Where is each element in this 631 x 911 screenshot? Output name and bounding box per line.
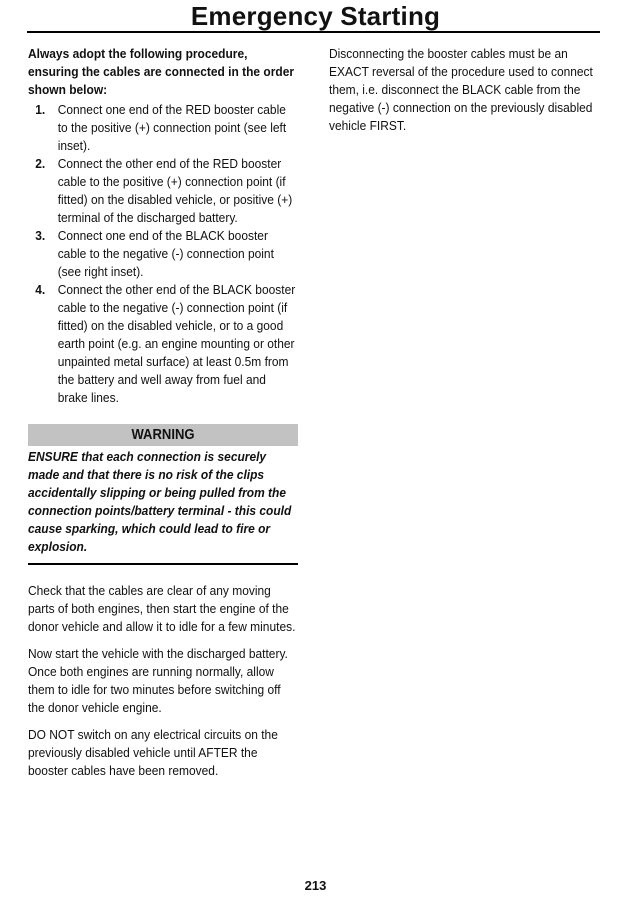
left-column [28, 45, 298, 780]
warning-heading: WARNING [28, 424, 298, 446]
paragraph-disconnecting: Disconnecting the booster cables must be an EXACT reversal of the procedure used to connect them, i.e. disconnect the BLACK cable from the negative (-) connection on the previously disabled vehicle FIRST. [329, 46, 593, 133]
step-4 [28, 281, 298, 407]
paragraph-electrical-circuits: DO NOT switch on any electrical circuits on the previously disabled vehicle until AFTER the booster cables have been removed. [28, 727, 278, 778]
paragraph-check-cables: Check that the cables are clear of any moving parts of both engines, then start the engine of the donor vehicle and allow it to idle for a few minutes. [28, 583, 296, 634]
page-number: 213 [304, 878, 327, 893]
page-title: Emergency Starting [190, 1, 441, 31]
step-1 [28, 101, 298, 155]
step-number: 1. [35, 102, 46, 117]
step-text: Connect the other end of the BLACK booster cable to the negative (-) connection point (if fitted) on the disabled vehicle, or to a good earth point (e.g. an engine mounting or other unpainted metal surface) at least 0.5m from the battery and well away from fuel and brake lines. [57, 282, 296, 405]
warning-text: ENSURE that each connection is securely made and that there is no risk of the clips accidentally slipping or being pulled from the connection points/battery terminal - this could cause sparking, which could lead to fire or explosion. [28, 446, 298, 565]
step-text: Connect one end of the RED booster cable to the positive (+) connection point (see left inset). [57, 102, 287, 153]
procedure-intro: Always adopt the following procedure, ensuring the cables are connected in the order shown below: [28, 46, 295, 97]
paragraph-start-vehicle: Now start the vehicle with the discharged battery. Once both engines are running normally, allow them to idle for two minutes before switching off the donor vehicle engine. [28, 646, 288, 715]
step-text: Connect one end of the BLACK booster cable to the negative (-) connection point (see right inset). [57, 228, 274, 279]
title-underline [27, 31, 600, 33]
step-2 [28, 155, 298, 227]
step-3 [28, 227, 298, 281]
step-text: Connect the other end of the RED booster cable to the positive (+) connection point (if fitted) on the disabled vehicle, or positive (+) terminal of the discharged battery. [57, 156, 293, 225]
step-number: 2. [35, 156, 46, 171]
warning-box [28, 424, 298, 565]
procedure-steps [28, 101, 298, 407]
step-number: 3. [35, 228, 46, 243]
right-column [329, 45, 597, 135]
step-number: 4. [35, 282, 46, 297]
